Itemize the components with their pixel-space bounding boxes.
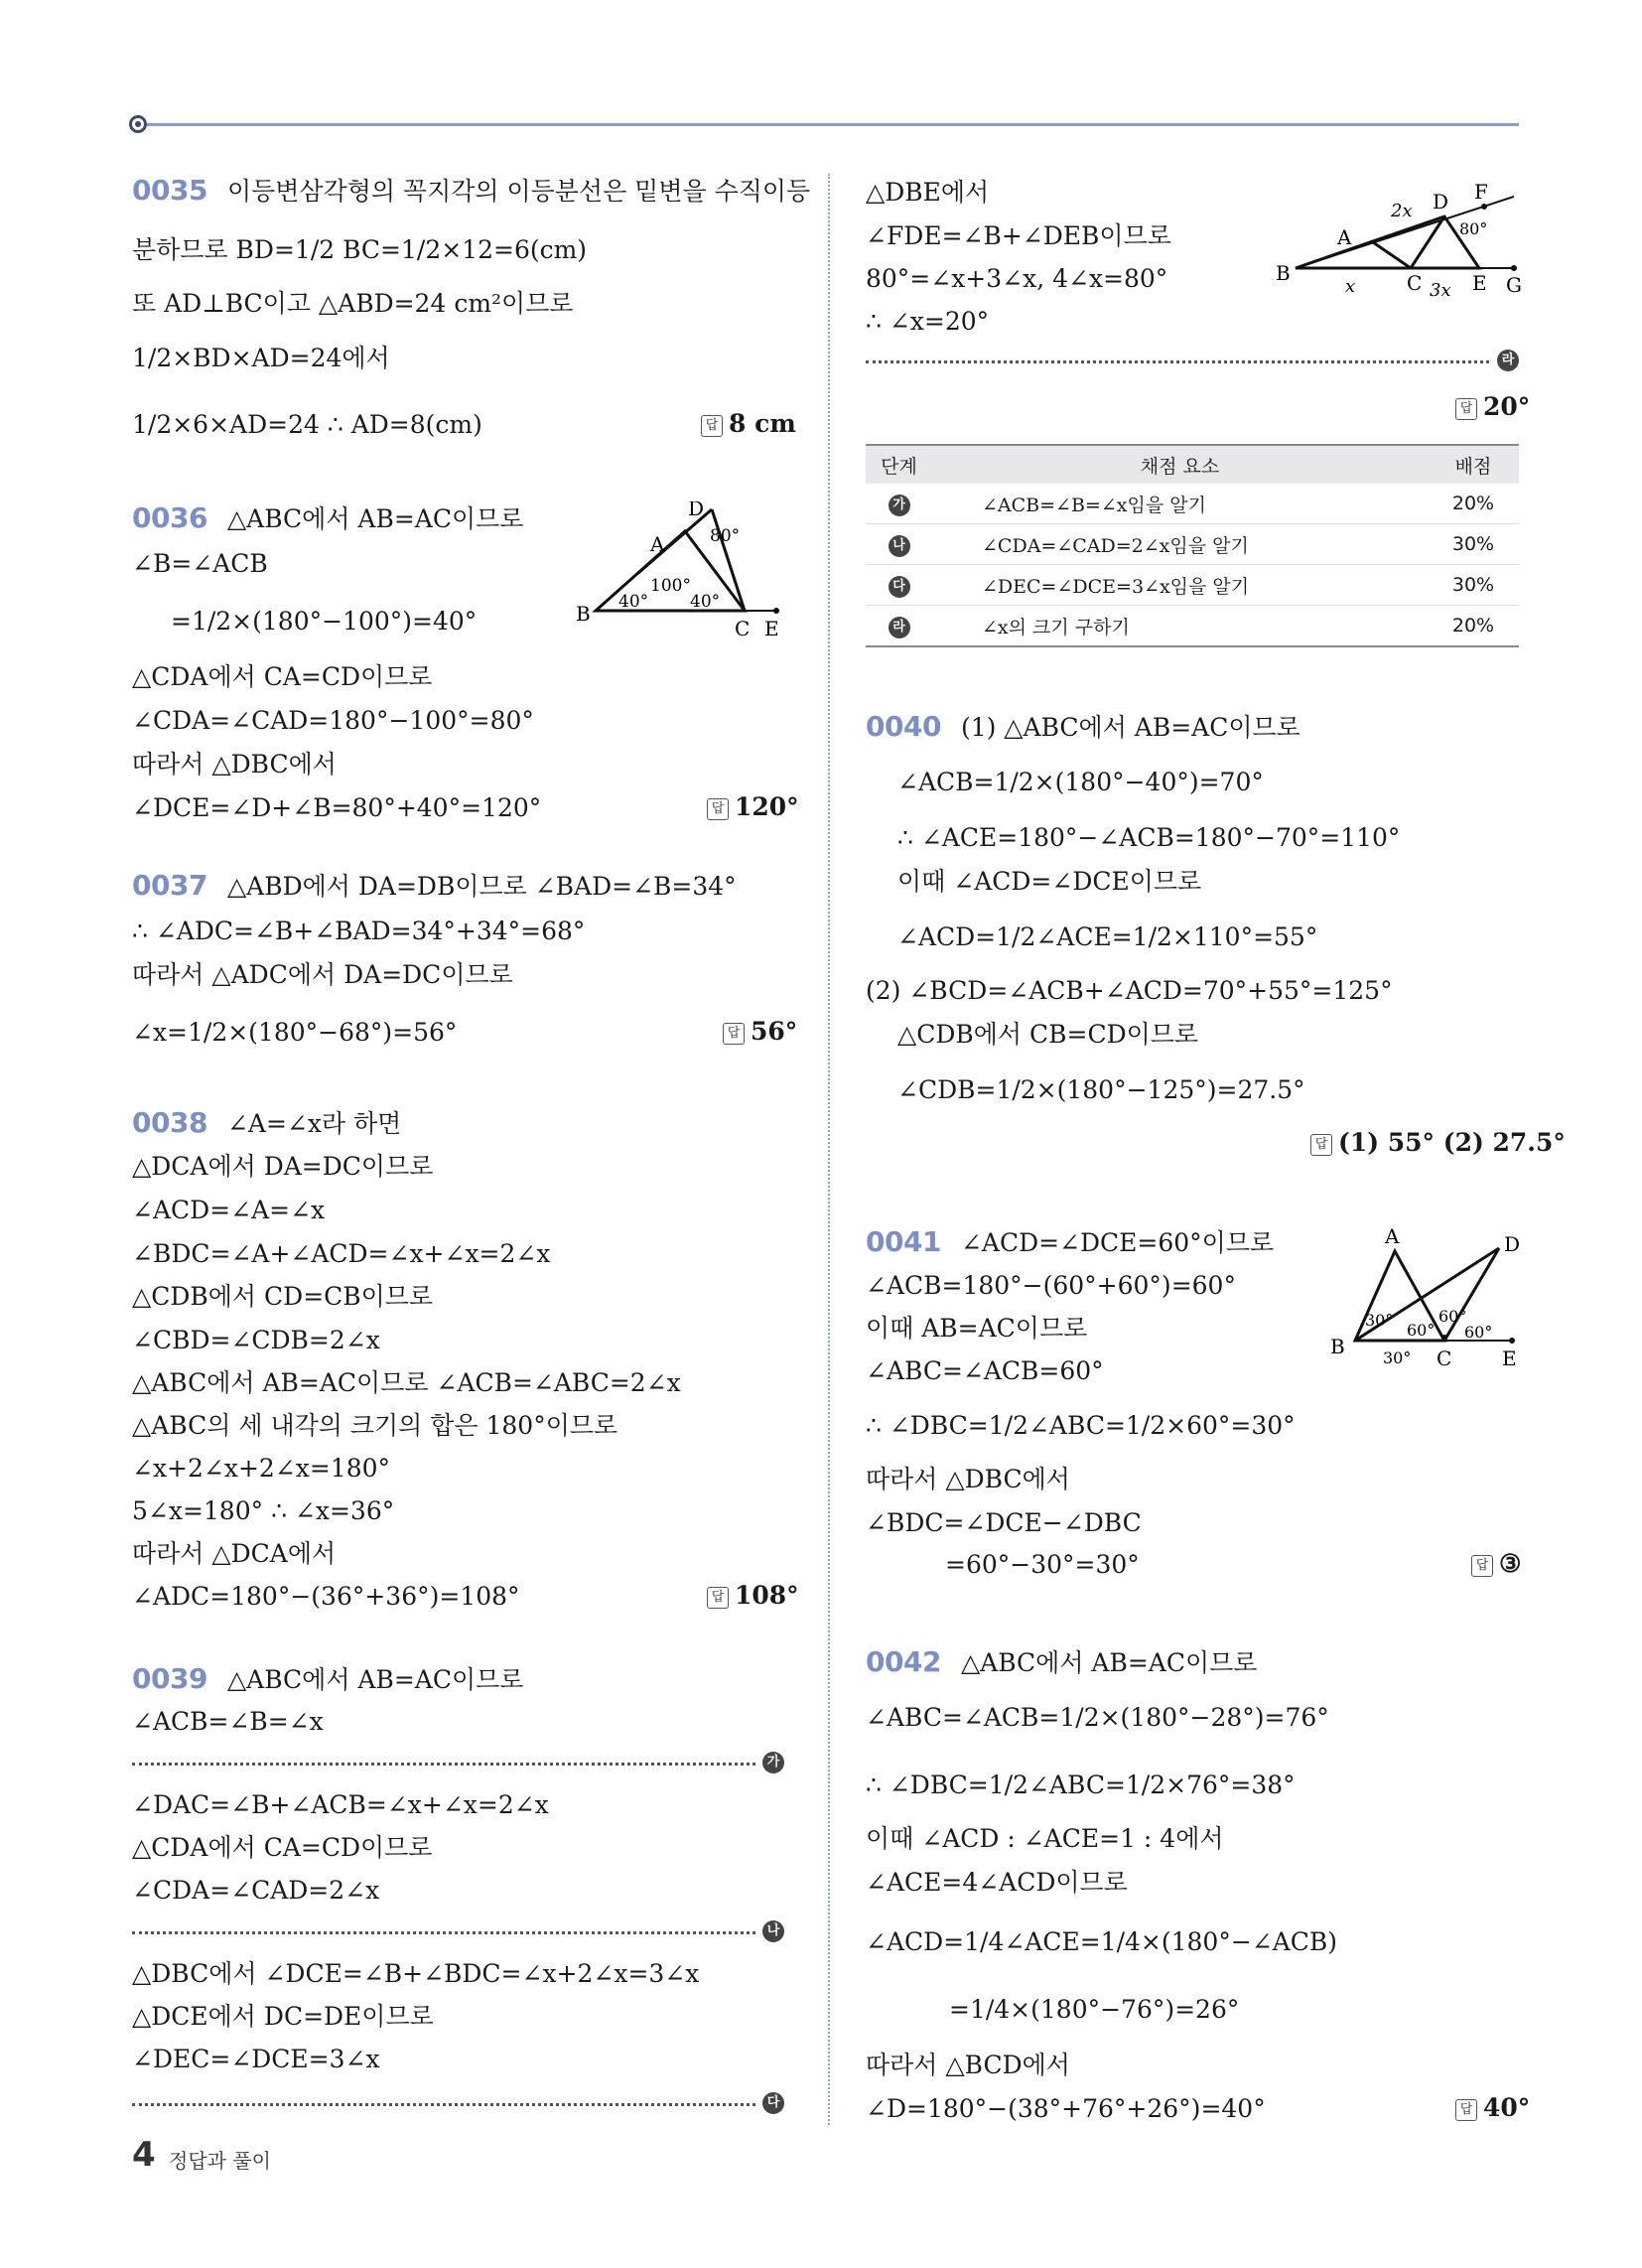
problem-0036-line-1: 0036 △ABC에서 AB=AC이므로 bbox=[132, 501, 524, 534]
problem-0040-line-8: ∠CDB=1/2×(180°−125°)=27.5° bbox=[897, 1075, 1305, 1104]
answer-0042: 답 40° bbox=[1455, 2093, 1530, 2122]
problem-0036-line-2: ∠B=∠ACB bbox=[132, 549, 268, 578]
problem-0042-line-7: =1/4×(180°−76°)=26° bbox=[949, 1995, 1240, 2024]
label-E: E bbox=[1502, 1347, 1517, 1370]
answer-mark-icon: 답 bbox=[1455, 398, 1477, 420]
problem-0042-line-5: ∠ACE=4∠ACD이므로 bbox=[866, 1868, 1128, 1897]
answer-mark-icon: 답 bbox=[1310, 1134, 1332, 1156]
answer-mark-icon: 답 bbox=[707, 798, 729, 820]
problem-0042-line-6: ∠ACD=1/4∠ACE=1/4×(180°−∠ACB) bbox=[866, 1927, 1338, 1956]
angle-label-40-b: 40° bbox=[618, 592, 649, 612]
problem-0036-line-3: =1/2×(180°−100°)=40° bbox=[171, 607, 478, 636]
step-marker: 라 bbox=[889, 617, 910, 638]
problem-0036-line-7: ∠DCE=∠D+∠B=80°+40°=120° bbox=[132, 793, 542, 822]
problem-0042-line-9: ∠D=180°−(38°+76°+26°)=40° bbox=[866, 2094, 1266, 2123]
problem-0040-line-7: △CDB에서 CB=CD이므로 bbox=[897, 1020, 1199, 1049]
header-bullet-icon bbox=[129, 115, 147, 133]
page-number: 4 bbox=[132, 2135, 156, 2175]
step-separator bbox=[132, 1931, 755, 1934]
problem-number: 0041 bbox=[866, 1225, 941, 1258]
answer-mark-icon: 답 bbox=[1471, 1555, 1493, 1577]
problem-0038-line-3: ∠ACD=∠A=∠x bbox=[132, 1196, 326, 1224]
problem-0037-line-2: ∴ ∠ADC=∠B+∠BAD=34°+34°=68° bbox=[132, 917, 586, 945]
problem-0041-line-4: ∠ABC=∠ACB=60° bbox=[866, 1356, 1104, 1385]
label-D: D bbox=[688, 501, 705, 520]
answer-0036: 답 120° bbox=[707, 792, 799, 821]
problem-0039-line-4: △CDA에서 CA=CD이므로 bbox=[132, 1833, 433, 1862]
figure-0041-triangle bbox=[1315, 1226, 1539, 1375]
problem-0039-line-6: △DBC에서 ∠DCE=∠B+∠BDC=∠x+2∠x=3∠x bbox=[132, 1959, 700, 1988]
problem-number: 0042 bbox=[866, 1645, 941, 1678]
problem-0038-line-9: ∠x+2∠x+2∠x=180° bbox=[132, 1454, 391, 1483]
answer-0040: 답 (1) 55° (2) 27.5° bbox=[1310, 1128, 1566, 1157]
angle-label-2x: 2x bbox=[1391, 201, 1413, 221]
answer-0038: 답 108° bbox=[707, 1581, 799, 1610]
problem-0041-line-6: 따라서 △DBC에서 bbox=[866, 1465, 1070, 1493]
problem-0035-line-5: 1/2×6×AD=24 ∴ AD=8(cm) bbox=[132, 410, 482, 439]
problem-0042-line-8: 따라서 △BCD에서 bbox=[866, 2051, 1070, 2079]
label-B: B bbox=[1276, 261, 1291, 285]
label-B: B bbox=[1330, 1335, 1345, 1358]
problem-0035-line-2: 분하므로 BD=1/2 BC=1/2×12=6(cm) bbox=[132, 235, 588, 264]
answer-0037: 답 56° bbox=[723, 1017, 797, 1046]
problem-0039-right-line-1: △DBE에서 bbox=[866, 178, 990, 207]
table-row: 다 ∠DEC=∠DCE=3∠x임을 알기 30% bbox=[866, 565, 1519, 606]
step-separator bbox=[866, 360, 1489, 363]
problem-0039-right-line-2: ∠FDE=∠B+∠DEB이므로 bbox=[866, 221, 1171, 250]
label-E: E bbox=[764, 617, 779, 640]
problem-0041-line-5: ∴ ∠DBC=1/2∠ABC=1/2×60°=30° bbox=[866, 1411, 1296, 1440]
scoring-table bbox=[866, 444, 1519, 647]
col-header-item: 채점 요소 bbox=[932, 445, 1428, 484]
problem-0039-line-5: ∠CDA=∠CAD=2∠x bbox=[132, 1876, 380, 1905]
problem-number: 0039 bbox=[132, 1662, 207, 1695]
problem-0041-line-3: 이때 AB=AC이므로 bbox=[866, 1314, 1088, 1343]
label-F: F bbox=[1474, 180, 1488, 204]
problem-0041-line-7: ∠BDC=∠DCE−∠DBC bbox=[866, 1508, 1142, 1537]
label-C: C bbox=[1437, 1347, 1452, 1370]
problem-0041-line-8: =60°−30°=30° bbox=[945, 1550, 1140, 1579]
answer-0041: 답 ③ bbox=[1471, 1549, 1521, 1578]
problem-0039-line-8: ∠DEC=∠DCE=3∠x bbox=[132, 2045, 380, 2073]
table-row: 라 ∠x의 크기 구하기 20% bbox=[866, 606, 1519, 647]
label-C: C bbox=[1407, 271, 1423, 295]
problem-0038-line-12: ∠ADC=180°−(36°+36°)=108° bbox=[132, 1582, 520, 1611]
problem-number: 0040 bbox=[866, 710, 941, 743]
answer-mark-icon: 답 bbox=[707, 1587, 729, 1609]
angle-label-3x: 3x bbox=[1430, 280, 1451, 301]
table-row: 가 ∠ACB=∠B=∠x임을 알기 20% bbox=[866, 484, 1519, 524]
problem-0035-line-4: 1/2×BD×AD=24에서 bbox=[132, 344, 390, 372]
problem-0040-line-2: ∠ACB=1/2×(180°−40°)=70° bbox=[897, 768, 1264, 796]
problem-number: 0037 bbox=[132, 869, 207, 902]
problem-0040-line-3: ∴ ∠ACE=180°−∠ACB=180°−70°=110° bbox=[897, 823, 1401, 852]
label-D: D bbox=[1504, 1232, 1521, 1256]
problem-0042-line-1: 0042 △ABC에서 AB=AC이므로 bbox=[866, 1645, 1258, 1678]
label-A: A bbox=[1385, 1226, 1400, 1248]
answer-0035: 답 8 cm bbox=[701, 409, 796, 438]
label-A: A bbox=[1337, 225, 1352, 249]
step-marker: 나 bbox=[889, 535, 910, 557]
answer-mark-icon: 답 bbox=[1455, 2099, 1477, 2121]
problem-0040-line-5: ∠ACD=1/2∠ACE=1/2×110°=55° bbox=[897, 922, 1318, 951]
angle-label-100: 100° bbox=[650, 576, 691, 596]
problem-0035-line-1: 0035 이등변삼각형의 꼭지각의 이등분선은 밑변을 수직이등 bbox=[132, 174, 811, 207]
problem-0039-line-1: 0039 △ABC에서 AB=AC이므로 bbox=[132, 1662, 524, 1695]
column-divider bbox=[828, 174, 830, 2125]
problem-0038-line-8: △ABC의 세 내각의 크기의 합은 180°이므로 bbox=[132, 1411, 618, 1440]
problem-number: 0036 bbox=[132, 501, 207, 534]
problem-0038-line-5: △CDB에서 CD=CB이므로 bbox=[132, 1282, 434, 1311]
problem-0039-right-line-4: ∴ ∠x=20° bbox=[866, 307, 990, 336]
problem-0038-line-10: 5∠x=180° ∴ ∠x=36° bbox=[132, 1496, 395, 1525]
problem-0038-line-11: 따라서 △DCA에서 bbox=[132, 1539, 337, 1568]
header-rule bbox=[137, 123, 1519, 126]
angle-label-60-a: 60° bbox=[1407, 1321, 1436, 1340]
problem-0039-line-2: ∠ACB=∠B=∠x bbox=[132, 1707, 324, 1736]
label-D: D bbox=[1433, 190, 1449, 213]
answer-mark-icon: 답 bbox=[723, 1023, 745, 1045]
problem-0036-line-6: 따라서 △DBC에서 bbox=[132, 750, 337, 779]
problem-0042-line-3: ∴ ∠DBC=1/2∠ABC=1/2×76°=38° bbox=[866, 1771, 1296, 1799]
step-separator bbox=[132, 1763, 755, 1766]
problem-0038-line-4: ∠BDC=∠A+∠ACD=∠x+∠x=2∠x bbox=[132, 1239, 551, 1268]
label-E: E bbox=[1472, 271, 1487, 295]
problem-0042-line-4: 이때 ∠ACD : ∠ACE=1 : 4에서 bbox=[866, 1824, 1224, 1853]
angle-label-60-c: 60° bbox=[1464, 1323, 1493, 1342]
label-A: A bbox=[650, 532, 665, 556]
problem-0037-line-4: ∠x=1/2×(180°−68°)=56° bbox=[132, 1018, 458, 1047]
table-row: 나 ∠CDA=∠CAD=2∠x임을 알기 30% bbox=[866, 524, 1519, 565]
problem-0038-line-6: ∠CBD=∠CDB=2∠x bbox=[132, 1326, 380, 1354]
problem-number: 0038 bbox=[132, 1106, 207, 1139]
problem-0037-line-3: 따라서 △ADC에서 DA=DC이므로 bbox=[132, 960, 513, 989]
angle-label-80: 80° bbox=[1459, 219, 1488, 238]
step-marker: 다 bbox=[889, 576, 910, 598]
problem-0041-line-2: ∠ACB=180°−(60°+60°)=60° bbox=[866, 1271, 1236, 1300]
step-marker-na: 나 bbox=[762, 1920, 784, 1942]
problem-0040-line-4: 이때 ∠ACD=∠DCE이므로 bbox=[897, 867, 1202, 896]
answer-0039: 답 20° bbox=[1455, 392, 1530, 421]
label-B: B bbox=[576, 602, 591, 626]
figure-0036-triangle bbox=[571, 501, 799, 640]
angle-label-60-b: 60° bbox=[1438, 1307, 1467, 1326]
problem-number: 0035 bbox=[132, 174, 207, 207]
footer-title: 정답과 풀이 bbox=[169, 2149, 271, 2173]
step-marker-ra: 라 bbox=[1497, 350, 1519, 371]
problem-0041-line-1: 0041 ∠ACD=∠DCE=60°이므로 bbox=[866, 1225, 1275, 1258]
problem-0039-line-7: △DCE에서 DC=DE이므로 bbox=[132, 2002, 434, 2031]
problem-0036-line-4: △CDA에서 CA=CD이므로 bbox=[132, 662, 433, 691]
problem-0039-line-3: ∠DAC=∠B+∠ACB=∠x+∠x=2∠x bbox=[132, 1790, 549, 1819]
problem-0042-line-2: ∠ABC=∠ACB=1/2×(180°−28°)=76° bbox=[866, 1703, 1329, 1732]
figure-0039-triangle bbox=[1276, 177, 1524, 306]
problem-0036-line-5: ∠CDA=∠CAD=180°−100°=80° bbox=[132, 706, 534, 735]
step-marker-da: 다 bbox=[762, 2092, 784, 2114]
angle-label-80: 80° bbox=[710, 526, 741, 546]
angle-label-30-bottom: 30° bbox=[1383, 1348, 1412, 1367]
problem-0038-line-1: 0038 ∠A=∠x라 하면 bbox=[132, 1106, 402, 1139]
step-marker-ga: 가 bbox=[762, 1752, 784, 1773]
problem-0037-line-1: 0037 △ABD에서 DA=DB이므로 ∠BAD=∠B=34° bbox=[132, 869, 737, 902]
problem-0040-line-6: (2) ∠BCD=∠ACB+∠ACD=70°+55°=125° bbox=[866, 976, 1393, 1005]
angle-label-x: x bbox=[1345, 276, 1356, 297]
problem-0035-line-3: 또 AD⊥BC이고 △ABD=24 cm²이므로 bbox=[132, 289, 574, 318]
problem-0038-line-2: △DCA에서 DA=DC이므로 bbox=[132, 1152, 434, 1181]
answer-mark-icon: 답 bbox=[701, 415, 723, 437]
step-separator bbox=[132, 2103, 755, 2106]
label-C: C bbox=[735, 617, 751, 640]
problem-0040-line-1: 0040 (1) △ABC에서 AB=AC이므로 bbox=[866, 710, 1300, 743]
problem-0039-right-line-3: 80°=∠x+3∠x, 4∠x=80° bbox=[866, 264, 1168, 293]
step-marker: 가 bbox=[889, 495, 910, 516]
problem-0038-line-7: △ABC에서 AB=AC이므로 ∠ACB=∠ABC=2∠x bbox=[132, 1368, 681, 1397]
angle-label-40-c: 40° bbox=[690, 592, 721, 612]
angle-label-30-top: 30° bbox=[1365, 1311, 1394, 1330]
col-header-step: 단계 bbox=[866, 445, 932, 484]
col-header-score: 배점 bbox=[1428, 445, 1519, 484]
label-G: G bbox=[1506, 273, 1522, 297]
